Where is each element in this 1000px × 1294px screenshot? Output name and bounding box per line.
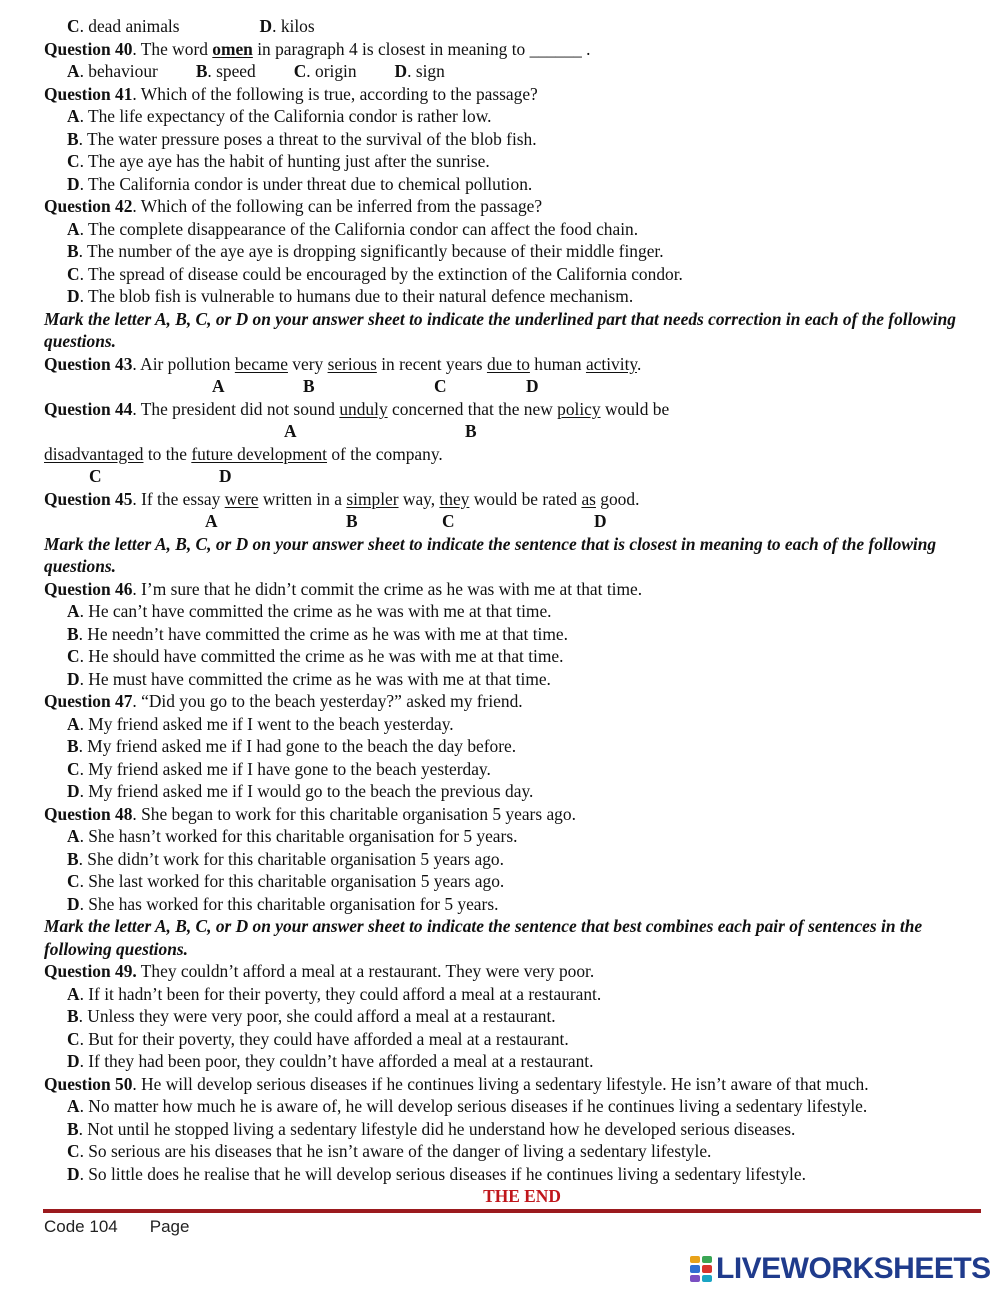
sentence-text: to the	[143, 443, 192, 464]
question-42-option-c	[44, 263, 984, 286]
option-letter: B	[67, 1006, 79, 1026]
option-text: . She has worked for this charitable organisation for 5 years.	[79, 893, 499, 914]
option-letter: D	[67, 893, 80, 914]
option-letter: C	[67, 871, 80, 891]
letter-marker: D	[526, 376, 539, 396]
option-text: . The aye aye has the habit of hunting just after the sunrise.	[79, 151, 490, 171]
sentence-text: would be	[600, 398, 670, 419]
question-label: Question 49.	[44, 961, 137, 981]
stem-text: . Which of the following can be inferred from the passage?	[132, 196, 543, 216]
option-text: . The complete disappearance of the California condor can affect the food chain.	[79, 218, 639, 239]
option-letter: D	[259, 16, 273, 36]
sentence-text: . The president did not sound	[132, 398, 340, 419]
option-letter: D	[67, 668, 80, 689]
question-40-stem	[44, 38, 984, 61]
option-letter: B	[195, 61, 208, 81]
underlined-part-a: were	[224, 488, 259, 509]
question-46-option-a	[44, 600, 984, 623]
target-word: omen	[212, 38, 253, 59]
option-text: . She hasn’t worked for this charitable organisation for 5 years.	[79, 826, 518, 846]
question-49-stem	[44, 960, 984, 983]
the-end-heading: THE END	[483, 1186, 561, 1206]
underlined-part-d: as	[581, 488, 596, 509]
brand-name: LIVEWORKSHEETS	[716, 1252, 991, 1285]
stem-text: . The word	[132, 38, 213, 59]
letter-marker: C	[89, 466, 102, 486]
question-45-letters	[44, 510, 984, 533]
question-48-option-b	[44, 848, 984, 871]
underlined-part-d: activity	[585, 353, 637, 374]
option-text: . The life expectancy of the California condor is rather low.	[79, 106, 492, 126]
question-41-option-c	[44, 150, 984, 173]
question-41-option-a	[44, 105, 984, 128]
option-text: . He should have committed the crime as he was with me at that time.	[79, 646, 564, 666]
option-a-text: behaviour	[88, 61, 158, 81]
option-letter: C	[67, 1028, 80, 1049]
option-letter: B	[67, 848, 79, 869]
option-letter: A	[67, 983, 80, 1004]
option-text: . The spread of disease could be encouraged by the extinction of the California condor.	[79, 263, 683, 284]
option-text: . No matter how much he is aware of, he will develop serious diseases if he continues living a sedentary lifestyle.	[79, 1096, 868, 1116]
sentence-text: .	[636, 353, 642, 374]
exam-code: Code 104	[44, 1217, 118, 1236]
underlined-part-b: policy	[557, 398, 601, 419]
question-48-option-d	[44, 893, 984, 916]
letter-marker: B	[346, 511, 358, 531]
question-42-stem	[44, 195, 984, 218]
option-text: . But for their poverty, they could have afforded a meal at a restaurant.	[79, 1028, 569, 1049]
letter-marker: C	[442, 511, 455, 531]
option-letter: A	[67, 713, 80, 734]
option-text: . Unless they were very poor, she could afford a meal at a restaurant.	[78, 1006, 556, 1026]
option-text: . So serious are his diseases that he isn’t aware of the danger of living a sedentary lifestyle.	[79, 1141, 712, 1161]
underlined-part-b: serious	[327, 353, 377, 374]
option-text: . If it hadn’t been for their poverty, they could afford a meal at a restaurant.	[79, 983, 602, 1004]
option-letter: B	[67, 623, 79, 644]
page-label: Page	[149, 1217, 190, 1236]
option-text: . The water pressure poses a threat to the survival of the blob fish.	[78, 128, 537, 149]
question-45-sentence	[44, 488, 984, 511]
option-letter: B	[67, 1118, 79, 1139]
option-letter: A	[67, 601, 80, 621]
question-44-sentence	[44, 398, 984, 421]
question-label: Question 45	[44, 488, 133, 509]
question-50-option-b	[44, 1118, 984, 1141]
sentence-text: of the company.	[327, 443, 443, 464]
question-47-option-a	[44, 713, 984, 736]
question-44-sentence-continued	[44, 443, 984, 466]
underlined-part-a: unduly	[339, 398, 388, 419]
sentence-text: way,	[398, 488, 440, 509]
question-49-option-d	[44, 1050, 984, 1073]
option-text: . Not until he stopped living a sedentary lifestyle did he understand how he developed serious diseases.	[78, 1118, 796, 1139]
question-47-option-d	[44, 780, 984, 803]
stem-text: . She began to work for this charitable organisation 5 years ago.	[132, 803, 576, 824]
question-label: Question 40	[44, 38, 133, 59]
sentence-text: . Air pollution	[132, 353, 235, 374]
question-label: Question 50	[44, 1073, 133, 1094]
sentence-text: would be rated	[469, 488, 582, 509]
question-48-option-c	[44, 870, 984, 893]
question-49-option-a	[44, 983, 984, 1006]
question-49-option-c	[44, 1028, 984, 1051]
option-text: . The blob fish is vulnerable to humans due to their natural defence mechanism.	[79, 286, 634, 306]
question-46-option-c	[44, 645, 984, 668]
option-d-text: sign	[415, 61, 445, 81]
option-letter: C	[67, 16, 80, 36]
question-40-options: A. behaviour B. speed C. origin D. sign	[67, 61, 445, 81]
question-41-option-d	[44, 173, 984, 196]
question-42-option-b	[44, 240, 984, 263]
letter-marker: D	[219, 466, 232, 486]
question-label: Question 44	[44, 398, 133, 419]
option-text: . He can’t have committed the crime as he was with me at that time.	[79, 601, 552, 621]
footer-divider	[43, 1209, 981, 1213]
option-text: . He must have committed the crime as he was with me at that time.	[79, 668, 551, 689]
question-label: Question 42	[44, 196, 133, 216]
option-letter: B	[67, 736, 79, 756]
question-47-option-c	[44, 758, 984, 781]
question-label: Question 48	[44, 803, 133, 824]
option-letter: C	[67, 263, 80, 284]
stem-text: in paragraph 4 is closest in meaning to ______ .	[252, 38, 591, 59]
question-46-option-b	[44, 623, 984, 646]
option-text: . He needn’t have committed the crime as he was with me at that time.	[78, 623, 568, 644]
letter-marker: A	[284, 421, 297, 441]
underlined-part-c: disadvantaged	[44, 443, 144, 464]
question-42-option-a	[44, 218, 984, 241]
option-letter: C	[67, 151, 80, 171]
instruction-sentence-combination: Mark the letter A, B, C, or D on your answer sheet to indicate the sentence that best combines each pair of sentences in the following questions.	[44, 916, 923, 959]
question-42-option-d	[44, 285, 984, 308]
option-letter: C	[67, 646, 80, 666]
option-letter: A	[67, 826, 80, 846]
sentence-text: concerned that the new	[387, 398, 558, 419]
option-letter: D	[394, 61, 408, 81]
option-letter: B	[67, 241, 79, 261]
question-50-option-a	[44, 1095, 984, 1118]
question-50-option-c	[44, 1140, 984, 1163]
option-b-text: speed	[216, 61, 256, 81]
letter-marker: A	[205, 511, 218, 531]
question-43-letters	[44, 375, 984, 398]
question-label: Question 47	[44, 691, 133, 711]
option-text: . So little does he realise that he will develop serious diseases if he continues living a sedentary lifestyle.	[79, 1163, 806, 1184]
question-label: Question 41	[44, 83, 133, 104]
underlined-part-c: due to	[486, 353, 530, 374]
question-49-option-b	[44, 1005, 984, 1028]
option-letter: C	[293, 61, 307, 81]
option-text: . My friend asked me if I have gone to the beach yesterday.	[79, 758, 491, 779]
sentence-text: good.	[595, 488, 640, 509]
question-label: Question 46	[44, 578, 133, 599]
option-text: . The number of the aye aye is dropping significantly because of their middle finger.	[78, 241, 664, 261]
sentence-text: written in a	[258, 488, 347, 509]
letter-marker: A	[212, 376, 225, 396]
underlined-part-a: became	[234, 353, 288, 374]
liveworksheets-logo-icon	[690, 1256, 712, 1282]
option-letter: D	[67, 286, 80, 306]
question-48-option-a	[44, 825, 984, 848]
question-39-options: C. dead animals D. kilos	[67, 16, 315, 36]
sentence-text: human	[529, 353, 586, 374]
option-d-text: kilos	[280, 16, 315, 36]
stem-text: . “Did you go to the beach yesterday?” asked my friend.	[132, 691, 523, 711]
stem-text: They couldn’t afford a meal at a restaurant. They were very poor.	[136, 961, 595, 981]
option-text: . She didn’t work for this charitable organisation 5 years ago.	[78, 848, 504, 869]
option-letter: D	[67, 1163, 80, 1184]
option-text: . The California condor is under threat due to chemical pollution.	[79, 173, 533, 194]
sentence-text: . If the essay	[132, 488, 225, 509]
question-50-option-d	[44, 1163, 984, 1186]
stem-text: . Which of the following is true, according to the passage?	[132, 83, 538, 104]
question-47-stem	[44, 690, 984, 713]
option-letter: A	[67, 1096, 80, 1116]
option-text: . She last worked for this charitable organisation 5 years ago.	[79, 871, 505, 891]
underlined-part-b: simpler	[346, 488, 399, 509]
underlined-part-d: future development	[191, 443, 328, 464]
letter-marker: B	[303, 376, 315, 396]
letter-marker: C	[434, 376, 447, 396]
option-letter: A	[67, 218, 80, 239]
option-text: . My friend asked me if I went to the beach yesterday.	[79, 713, 454, 734]
worksheet-document	[44, 15, 984, 1208]
instruction-closest-meaning: Mark the letter A, B, C, or D on your answer sheet to indicate the sentence that is closest in meaning to each of the following questions.	[44, 533, 937, 576]
question-41-option-b	[44, 128, 984, 151]
option-letter: A	[67, 106, 80, 126]
option-letter: B	[67, 128, 79, 149]
question-41-stem	[44, 83, 984, 106]
option-letter: C	[67, 758, 80, 779]
question-46-option-d	[44, 668, 984, 691]
liveworksheets-brand[interactable]	[690, 1252, 991, 1286]
option-text: . If they had been poor, they couldn’t have afforded a meal at a restaurant.	[79, 1051, 594, 1071]
letter-marker: D	[594, 511, 607, 531]
option-text: . My friend asked me if I would go to the beach the previous day.	[79, 781, 534, 801]
option-text: . My friend asked me if I had gone to the beach the day before.	[78, 736, 517, 756]
underlined-part-c: they	[439, 488, 470, 509]
option-c-text: dead animals	[88, 16, 180, 36]
stem-text: . I’m sure that he didn’t commit the crime as he was with me at that time.	[132, 578, 643, 599]
option-c-text: origin	[315, 61, 357, 81]
question-47-option-b	[44, 735, 984, 758]
option-letter: D	[67, 173, 80, 194]
instruction-error-identification: Mark the letter A, B, C, or D on your answer sheet to indicate the underlined part that needs correction in each of the following questions.	[44, 308, 956, 351]
stem-text: . He will develop serious diseases if he continues living a sedentary lifestyle. He isn’t aware of that much.	[132, 1073, 869, 1094]
sentence-text: very	[287, 353, 328, 374]
question-48-stem	[44, 803, 984, 826]
option-letter: D	[67, 1051, 80, 1071]
sentence-text: in recent years	[376, 353, 487, 374]
question-43-sentence	[44, 353, 984, 376]
option-letter: D	[67, 781, 80, 801]
option-letter: C	[67, 1141, 80, 1161]
page-footer	[44, 1217, 221, 1237]
question-44-letters-ab	[44, 420, 984, 443]
question-46-stem	[44, 578, 984, 601]
option-letter: A	[67, 61, 80, 81]
question-label: Question 43	[44, 353, 133, 374]
question-44-letters-cd	[44, 465, 984, 488]
letter-marker: B	[465, 421, 477, 441]
question-50-stem	[44, 1073, 984, 1096]
